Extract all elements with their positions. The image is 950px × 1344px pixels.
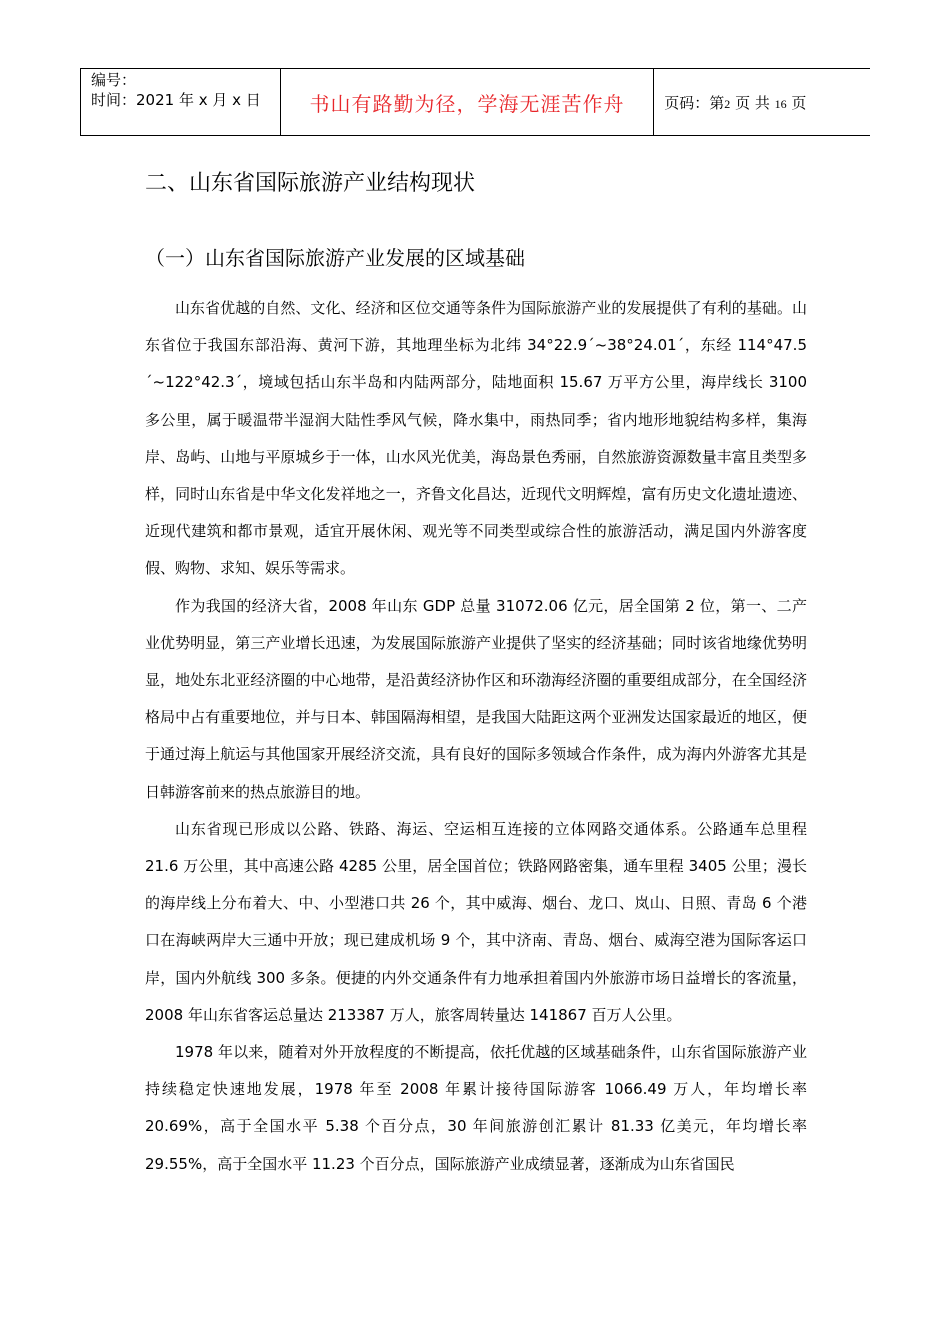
header-motto-cell — [281, 69, 655, 135]
paragraph: 作为我国的经济大省，2008 年山东 GDP 总量 31072.06 亿元，居全国第 2 位，第一、二产业优势明显，第三产业增长迅速，为发展国际旅游产业提供了坚实的经济基础；同时该省地缘优势明显，地处东北亚经济圈的中心地带，是沿黄经济协作区和环渤海经济圈的重要组成部分，在全国经济格局中占有重要地位，并与日本、韩国隔海相望，是我国大陆距这两个亚洲发达国家最近的地区，便于通过海上航运与其他国家开展经济交流，具有良好的国际多领域合作条件，成为海内外游客尤其是日韩游客前来的热点旅游目的地。 — [145, 596, 807, 801]
header-table — [80, 68, 870, 136]
page-middle: 页 共 — [735, 93, 770, 112]
paragraph: 1978 年以来，随着对外开放程度的不断提高，依托优越的区域基础条件，山东省国际旅游产业持续稳定快速地发展，1978 年至 2008 年累计接待国际游客 1066.49 万人，年均增长率 20.69%，高于全国水平 5.38 个百分点，30 年间旅游创汇累计 81.33 亿美元，年均增长率 29.55%，高于全国水平 11.23 个百分点，国际旅游产业成绩显著，逐渐成为山东省国民 — [145, 1043, 807, 1173]
paragraph: 山东省优越的自然、文化、经济和区位交通等条件为国际旅游产业的发展提供了有利的基础。山东省位于我国东部沿海、黄河下游，其地理坐标为北纬 34°22.9´~38°24.01´，东经 114°47.5´~122°42.3´，境域包括山东半岛和内陆两部分，陆地面积 15.67 万平方公里，海岸线长 3100 多公里，属于暖温带半湿润大陆性季风气候，降水集中，雨热同季；省内地形地貌结构多样，集海岸、岛屿、山地与平原城乡于一体，山水风光优美，海岛景色秀丽，自然旅游资源数量丰富且类型多样，同时山东省是中华文化发祥地之一，齐鲁文化昌达，近现代文明辉煌，富有历史文化遗址遗迹、近现代建筑和都市景观，适宜开展休闲、观光等不同类型或综合性的旅游活动，满足国内外游客度假、购物、求知、娱乐等需求。 — [145, 299, 807, 578]
section-title: 二、山东省国际旅游产业结构现状 — [145, 171, 476, 196]
serial-label: 编号： — [91, 71, 137, 89]
page-total: 16 — [774, 96, 787, 111]
page-number — [664, 92, 806, 113]
time-label: 时间：2021 年 x 月 x 日 — [91, 91, 261, 109]
document-body — [145, 160, 807, 1183]
subsection-title: （一）山东省国际旅游产业发展的区域基础 — [145, 246, 525, 270]
header-meta-cell — [81, 69, 281, 135]
motto-text: 书山有路勤为径，学海无涯苦作舟 — [309, 91, 625, 116]
paragraph: 山东省现已形成以公路、铁路、海运、空运相互连接的立体网路交通体系。公路通车总里程 21.6 万公里，其中高速公路 4285 公里，居全国首位；铁路网路密集，通车里程 3405 公里；漫长的海岸线上分布着大、中、小型港口共 26 个，其中威海、烟台、龙口、岚山、日照、青岛 6 个港口在海峡两岸大三通中开放；现已建成机场 9 个，其中济南、青岛、烟台、威海空港为国际客运口岸，国内外航线 300 多条。便捷的内外交通条件有力地承担着国内外旅游市场日益增长的客流量，2008 年山东省客运总量达 213387 万人，旅客周转量达 141867 百万人公里。 — [145, 819, 807, 1024]
page-suffix: 页 — [791, 93, 807, 112]
page-current: 2 — [724, 96, 731, 111]
header-page-cell — [654, 69, 870, 135]
page-prefix: 页码：第 — [664, 93, 725, 112]
